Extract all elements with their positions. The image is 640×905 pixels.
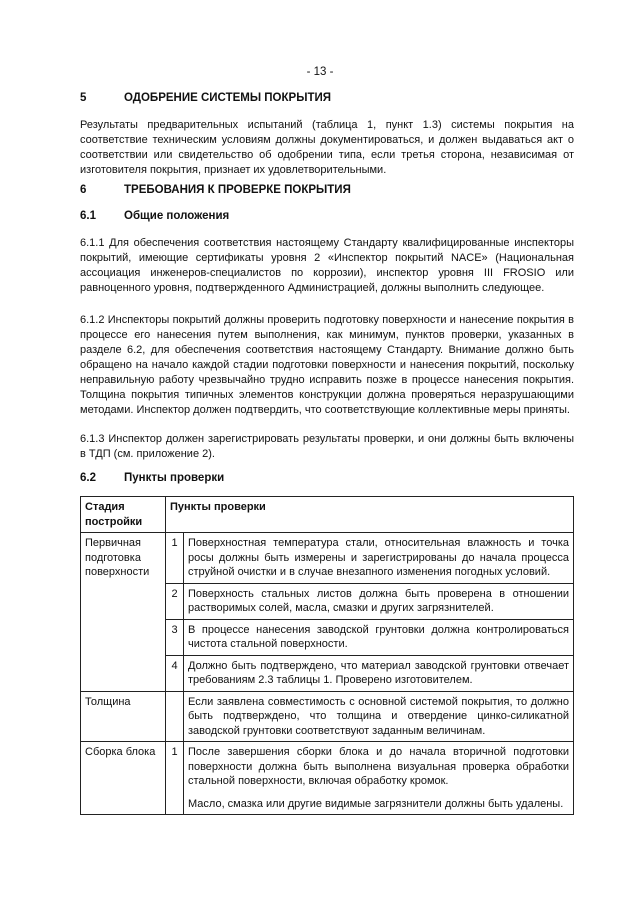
- header-items: Пункты проверки: [166, 497, 574, 533]
- section-5-paragraph: Результаты предварительных испытаний (таблица 1, пункт 1.3) системы покрытия на соответствие техническим условиям должны документироваться, и должен выдаваться акт о соответствии или свидетельство об одобрении типа, если третья сторона, независимая от изготовителя покрытия, признает их удовлетворительными.: [80, 119, 574, 176]
- item-text: Если заявлена совместимость с основной системой покрытия, то должно быть подтверждено, что толщина и отвердение цинко-силикатной заводской грунтовки соответствуют заданным величинам.: [184, 691, 574, 742]
- paragraph-6-1-2: 6.1.2 Инспекторы покрытий должны проверить подготовку поверхности и нанесение покрытия в процессе его нанесения путем выполнения, как минимум, пунктов проверки, указанных в разделе 6.2, для обеспечения соответствия настоящему Стандарту. Внимание должно быть обращено на начало каждой стадии подготовки поверхности и нанесения покрытий, поскольку неправильную работу чрезвычайно трудно исправить позже в процессе нанесения покрытия. Толщина покрытия типичных элементов конструкции должна проверяться неразрушающими методами. Инспектор должен подтвердить, что соответствующие коллективные меры приняты.: [80, 314, 574, 416]
- section-title: ТРЕБОВАНИЯ К ПРОВЕРКЕ ПОКРЫТИЯ: [124, 184, 351, 196]
- item-text: В процессе нанесения заводской грунтовки должна контролироваться чистота стальной поверхности.: [184, 619, 574, 655]
- item-number-empty: [166, 691, 184, 742]
- inspection-items-table: [80, 496, 574, 815]
- stage-cell: Толщина: [81, 691, 166, 742]
- table-header-row: [81, 497, 574, 533]
- item-number: 3: [166, 619, 184, 655]
- item-number: 4: [166, 655, 184, 691]
- item-text: Поверхность стальных листов должна быть проверена в отношении растворимых солей, масла, смазки и других загрязнителей.: [184, 583, 574, 619]
- section-number: 5: [80, 92, 87, 104]
- section-5-heading: [80, 92, 331, 104]
- section-6-heading: [80, 184, 351, 196]
- item-text: После завершения сборки блока и до начала вторичной подготовки поверхности должна быть выполнена визуальная проверка обработки стальной поверхности, включая обработку кромок.: [188, 746, 569, 787]
- item-text: Поверхностная температура стали, относительная влажность и точка росы должны быть измерены и зарегистрированы до начала процесса струйной очистки и в случае внезапного изменения погодных условий.: [184, 533, 574, 584]
- section-number: 6: [80, 184, 87, 196]
- section-title: ОДОБРЕНИЕ СИСТЕМЫ ПОКРЫТИЯ: [124, 92, 332, 104]
- table-row: [81, 742, 574, 815]
- section-title: Общие положения: [124, 210, 230, 222]
- section-6-1-heading: [80, 210, 229, 222]
- item-number: 1: [166, 533, 184, 584]
- section-6-2-heading: [80, 472, 224, 484]
- stage-cell: Первичная подготовка поверхности: [81, 533, 166, 692]
- spacer: [188, 789, 569, 797]
- section-number: 6.1: [80, 210, 96, 222]
- header-stage: Стадия постройки: [81, 497, 166, 533]
- section-title: Пункты проверки: [124, 472, 225, 484]
- item-text: Должно быть подтверждено, что материал заводской грунтовки отвечает требованиям 2.3 таблицы 1. Проверено изготовителем.: [184, 655, 574, 691]
- paragraph-6-1-3: 6.1.3 Инспектор должен зарегистрировать результаты проверки, и они должны быть включены в ТДП (см. приложение 2).: [80, 433, 574, 460]
- paragraph-6-1-1: 6.1.1 Для обеспечения соответствия настоящему Стандарту квалифицированные инспекторы покрытий, имеющие сертификаты уровня 2 «Инспектор покрытий NACE» (Национальная ассоциация инженеров-специалистов по коррозии), инспектор уровня III FROSIO или равноценного уровня, подтвержденного Администрацией, должны выполнить следующее.: [80, 237, 574, 294]
- item-number: 1: [166, 742, 184, 815]
- item-text: Масло, смазка или другие видимые загрязнители должны быть удалены.: [188, 797, 564, 810]
- page-number: - 13 -: [306, 66, 334, 78]
- item-number: 2: [166, 583, 184, 619]
- stage-cell: Сборка блока: [81, 742, 166, 815]
- item-text-cell: [184, 742, 574, 815]
- section-number: 6.2: [80, 472, 96, 484]
- table-row: [81, 691, 574, 742]
- table-row: [81, 533, 574, 584]
